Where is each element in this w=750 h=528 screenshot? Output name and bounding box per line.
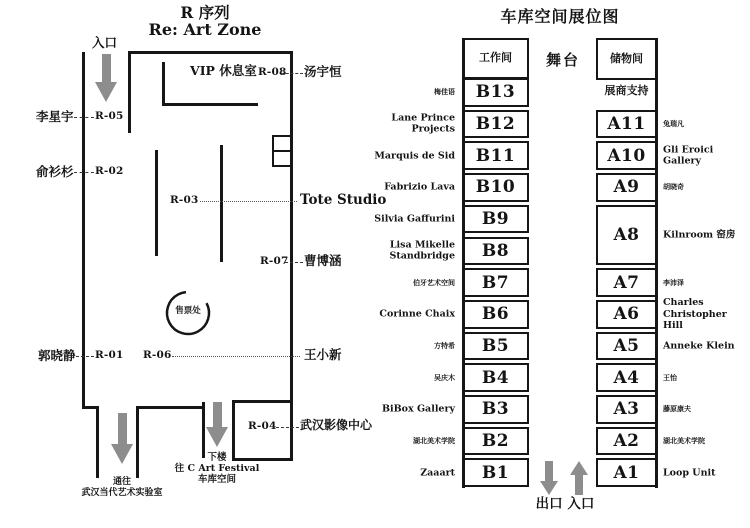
booth-exhibitor-name-a10: Gli Eroici Gallery <box>663 144 714 167</box>
leader-r02 <box>74 172 94 173</box>
garage-booth-b3 <box>462 395 529 424</box>
booth-exhibitor-name-a6: Charles Christopher Hill <box>663 297 727 331</box>
support-label: 展商支持 <box>604 84 649 97</box>
garage-booth-b4 <box>462 363 529 392</box>
garage-booth-b2 <box>462 427 529 456</box>
booth-r04-tag: R-04 <box>248 420 277 432</box>
garage-booth-a4 <box>596 363 657 392</box>
wall-vip-bottom <box>162 103 258 106</box>
booth-exhibitor-name-a2: 湖北美术学院 <box>663 435 705 445</box>
garage-booth-a1 <box>596 458 657 487</box>
leader-r01 <box>76 356 94 357</box>
garage-booth-b13 <box>462 78 529 107</box>
garage-booth-a10 <box>596 141 657 170</box>
arrow-head <box>206 427 228 447</box>
booth-exhibitor-name-b1: Zaaart <box>420 467 455 479</box>
booth-number: A10 <box>607 145 646 166</box>
booth-exhibitor-name-b7: 伯牙艺术空间 <box>413 277 455 287</box>
stairs-line2: 往 C Art Festival <box>174 463 260 474</box>
leader-r07 <box>285 262 303 263</box>
booth-r05-tag: R-05 <box>95 110 124 122</box>
storage-box <box>596 38 657 80</box>
booth-number: A4 <box>613 367 640 388</box>
booth-number: B5 <box>481 335 510 356</box>
wall-stairs-room-left <box>232 400 235 460</box>
storage-label: 储物间 <box>610 51 643 65</box>
stairs-down-arrow-icon <box>206 402 228 447</box>
rzone-title-en: Re: Art Zone <box>148 20 262 39</box>
booth-number: B10 <box>475 177 516 198</box>
workroom-label: 工作间 <box>479 51 512 65</box>
garage-booth-b9 <box>462 205 529 234</box>
garage-booth-a6 <box>596 300 657 329</box>
leader-r06 <box>172 356 300 357</box>
booth-r07-tag: R-07 <box>260 255 289 267</box>
booth-r03-name: Tote Studio <box>300 192 387 208</box>
booth-number: B1 <box>481 462 510 483</box>
booth-r07-name: 曹博涵 <box>304 253 342 268</box>
rzone-entrance-label: 入口 <box>92 35 118 50</box>
booth-number: A5 <box>613 335 640 356</box>
south-exit-line2: 武汉当代艺术实验室 <box>81 487 163 498</box>
wall-r03-partition <box>220 145 223 262</box>
booth-exhibitor-name-b2: 湖北美术学院 <box>413 435 455 445</box>
entrance-arrow-icon <box>95 54 117 102</box>
booth-number: A11 <box>607 114 646 135</box>
garage-booth-a11 <box>596 110 657 139</box>
wall-outer-right <box>290 51 293 461</box>
leader-r05 <box>74 117 94 118</box>
garage-booth-b12 <box>462 110 529 139</box>
garage-booth-b7 <box>462 268 529 297</box>
garage-booth-a3 <box>596 395 657 424</box>
garage-exit-arrow-icon <box>540 461 558 495</box>
booth-exhibitor-name-a11: 兔瑞凡 <box>663 118 684 128</box>
arrow-head <box>95 82 117 102</box>
booth-exhibitor-name-a1: Loop Unit <box>663 467 716 479</box>
garage-booth-a9 <box>596 173 657 202</box>
leader-r08 <box>281 73 303 74</box>
booth-r08-name: 汤宇恒 <box>304 64 342 79</box>
leader-r04 <box>276 427 299 428</box>
booth-exhibitor-name-b3: BiBox Gallery <box>381 403 455 415</box>
booth-number: B6 <box>481 304 510 325</box>
booth-r08-tag: R-08 <box>258 66 287 78</box>
booth-number: B13 <box>475 82 516 103</box>
stairs-line3: 车库空间 <box>197 474 236 485</box>
booth-exhibitor-name-b10: Fabrizio Lava <box>384 181 455 193</box>
booth-r01-tag: R-01 <box>95 349 124 361</box>
garage-booth-a5 <box>596 332 657 361</box>
ticket-office-label: 售票处 <box>175 306 201 316</box>
rzone-title-zh: R 序列 <box>180 3 230 22</box>
wall-bottom-mid <box>136 406 204 409</box>
garage-booth-b8 <box>462 237 529 266</box>
booth-exhibitor-name-b13: 梅佳语 <box>434 87 455 97</box>
garage-booth-b10 <box>462 173 529 202</box>
booth-exhibitor-name-b8: Lisa Mikelle Standbridge <box>389 239 455 262</box>
booth-number: B12 <box>475 114 516 135</box>
booth-exhibitor-name-a4: 王怡 <box>663 372 677 382</box>
booth-number: B11 <box>475 145 516 166</box>
booth-exhibitor-name-a9: 胡晓奇 <box>663 182 684 192</box>
booth-number: A8 <box>613 224 640 245</box>
stairs-line1: 下楼 <box>207 452 227 463</box>
wall-outer-left <box>82 52 85 408</box>
booth-exhibitor-name-b11: Marquis de Sid <box>374 150 455 162</box>
booth-exhibitor-name-b5: 方特希 <box>434 340 455 350</box>
booth-exhibitor-name-b9: Silvia Gaffurini <box>374 213 455 225</box>
wall-passage-left <box>96 406 99 478</box>
booth-exhibitor-name-a7: 李沛泽 <box>663 277 684 287</box>
stairs-text <box>160 452 274 485</box>
booth-number: A2 <box>613 431 640 452</box>
booth-number: B7 <box>481 272 510 293</box>
arrow-shaft <box>545 461 553 481</box>
garage-title: 车库空间展位图 <box>500 7 620 26</box>
booth-r06-name: 王小新 <box>304 347 342 362</box>
arrow-head <box>540 481 558 495</box>
arrow-head <box>111 444 133 464</box>
garage-entrance-arrow-icon <box>570 461 588 495</box>
garage-booth-a7 <box>596 268 657 297</box>
south-exit-line1: 通往 <box>112 477 131 487</box>
wall-stairs-room-top <box>232 400 292 403</box>
booth-number: A6 <box>613 304 640 325</box>
booth-r03-tag: R-03 <box>170 194 199 206</box>
booth-exhibitor-name-a5: Anneke Klein <box>663 340 735 352</box>
wall-vip-left <box>162 62 165 105</box>
arrow-shaft <box>213 402 222 427</box>
arrow-head <box>570 461 588 475</box>
booth-number: B2 <box>481 431 510 452</box>
booth-number: A9 <box>613 177 640 198</box>
booth-r04-name: 武汉影像中心 <box>300 418 373 432</box>
booth-exhibitor-name-b12: Lane Prince Projects <box>391 112 455 136</box>
booth-r01-name: 郭晓静 <box>38 348 76 363</box>
booth-number: A1 <box>613 462 640 483</box>
garage-booth-b11 <box>462 141 529 170</box>
stage-label: 舞台 <box>545 51 580 69</box>
garage-entrance-label: 入口 <box>567 496 595 512</box>
booth-r06-tag: R-06 <box>143 349 172 361</box>
wall-passage-right <box>136 406 139 478</box>
vip-room-label: VIP 休息室 <box>190 63 257 78</box>
arrow-shaft <box>102 54 111 82</box>
garage-booth-b5 <box>462 332 529 361</box>
booth-exhibitor-name-a8: Kilnroom 窑房 <box>663 229 736 241</box>
booth-number: B4 <box>481 367 510 388</box>
arrow-shaft <box>575 475 583 495</box>
booth-number: B9 <box>481 209 510 230</box>
booth-number: B8 <box>481 240 510 261</box>
garage-booth-b6 <box>462 300 529 329</box>
garage-booth-a8 <box>596 205 657 265</box>
south-exit-arrow-icon <box>111 413 133 464</box>
booth-number: A7 <box>613 272 640 293</box>
garage-exit-label: 出口 <box>535 496 563 512</box>
arrow-shaft <box>118 413 127 444</box>
booth-exhibitor-name-b4: 吴庆木 <box>434 372 455 382</box>
wall-partition-mid <box>155 150 158 256</box>
booth-exhibitor-name-b6: Corinne Chaix <box>379 308 455 320</box>
booth-number: A3 <box>613 399 640 420</box>
leader-r03 <box>200 201 297 202</box>
garage-booth-b1 <box>462 458 529 487</box>
niche-lower <box>272 150 292 167</box>
booth-r02-tag: R-02 <box>95 165 124 177</box>
workroom-box <box>462 38 529 79</box>
booth-r02-name: 俞衫杉 <box>36 164 74 179</box>
garage-booth-a2 <box>596 427 657 456</box>
wall-stairwell-left <box>202 402 205 458</box>
booth-r05-name: 李星宇 <box>36 109 74 124</box>
wall-room-top <box>128 51 292 54</box>
booth-exhibitor-name-a3: 藤原康夫 <box>663 404 691 414</box>
wall-room-left-upper <box>128 51 131 133</box>
garage-gate-labels <box>513 497 617 512</box>
booth-number: B3 <box>481 399 510 420</box>
